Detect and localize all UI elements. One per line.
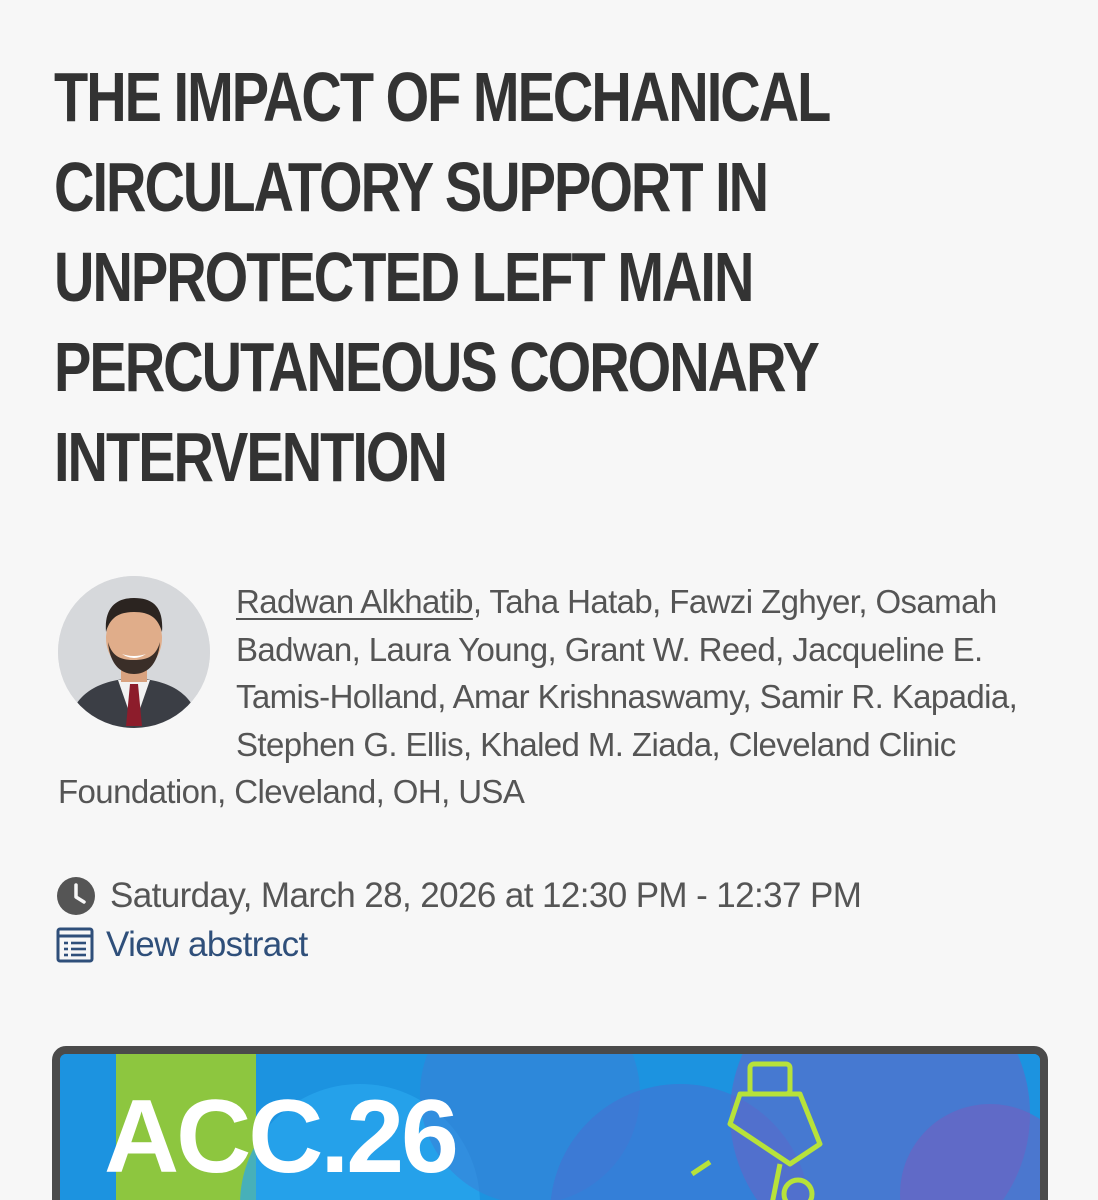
view-abstract-label[interactable]: View abstract bbox=[106, 925, 308, 964]
view-abstract-link[interactable] bbox=[56, 922, 308, 968]
presenter-name[interactable]: Radwan Alkhatib bbox=[236, 583, 473, 620]
presenter-photo-icon bbox=[58, 576, 210, 728]
coauthors-text: , Taha Hatab, Fawzi Zghyer, Osamah Badwan, Laura Young, Grant W. Reed, Jacqueline E. Tamis-Holland, Amar Krishnaswamy, Samir R. Kapadia, Stephen G. Ellis, Khaled M. Ziada, Cleveland Clinic Foundation, Cleveland, OH, USA bbox=[58, 583, 1018, 810]
acc26-banner bbox=[52, 1046, 1048, 1200]
session-title: THE IMPACT OF MECHANICAL CIRCULATORY SUPPORT IN UNPROTECTED LEFT MAIN PERCUTANEOUS CORONARY INTERVENTION bbox=[54, 58, 829, 496]
author-block bbox=[58, 578, 1018, 816]
document-list-icon bbox=[56, 926, 94, 964]
session-time-row bbox=[56, 874, 861, 918]
banner-title: ACC.26 bbox=[104, 1079, 456, 1195]
session-datetime: Saturday, March 28, 2026 at 12:30 PM - 12:37 PM bbox=[110, 876, 862, 915]
clock-icon bbox=[56, 876, 96, 916]
presenter-avatar bbox=[58, 576, 210, 728]
